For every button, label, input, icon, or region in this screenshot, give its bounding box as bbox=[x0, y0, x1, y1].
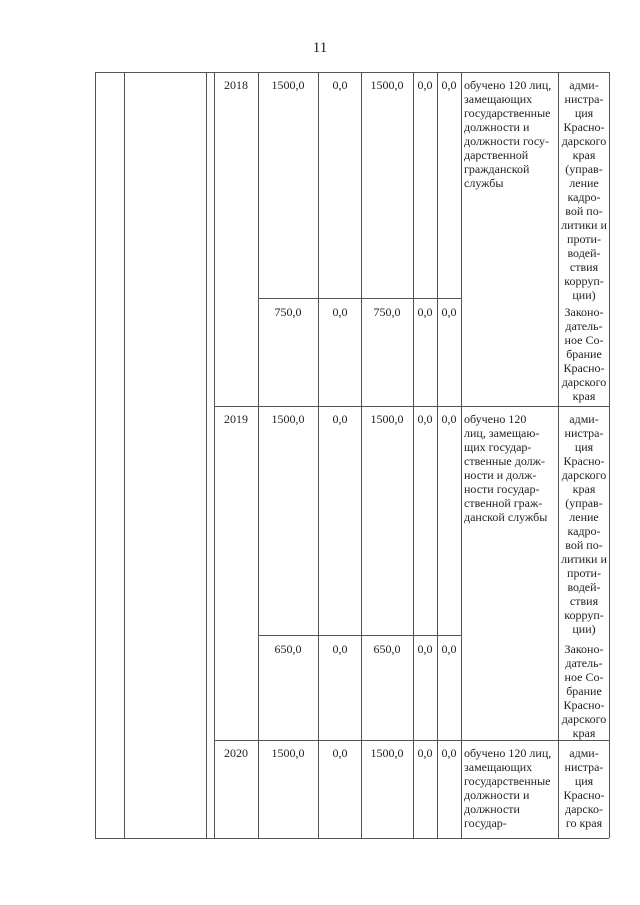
main-c2: 1500,0 bbox=[370, 412, 404, 426]
main-c3: 0,0 bbox=[417, 412, 433, 426]
sub-executor-line: дарского bbox=[561, 375, 607, 389]
main-c3: 0,0 bbox=[417, 746, 433, 760]
sub-executor-line: ное Со- bbox=[564, 670, 604, 684]
executor-line: дарского bbox=[561, 134, 607, 148]
result-line: государ- bbox=[464, 816, 507, 830]
main-c1: 0,0 bbox=[332, 746, 348, 760]
result-line: ности и долж- bbox=[464, 468, 537, 482]
executor-line: ствия bbox=[569, 594, 599, 608]
result-line: обучено 120 bbox=[464, 412, 527, 426]
executor-line: литики и bbox=[561, 218, 607, 232]
result-line: государственные bbox=[464, 106, 551, 120]
executor-line: ление bbox=[569, 176, 599, 190]
executor-line: (управ- bbox=[565, 496, 603, 510]
result-line: обучено 120 лиц, bbox=[464, 78, 552, 92]
result-line: службы bbox=[464, 176, 504, 190]
result-line: замещающих bbox=[464, 760, 533, 774]
executor-line: дарского bbox=[561, 468, 607, 482]
col-line-c1 bbox=[361, 72, 362, 838]
main-c3: 0,0 bbox=[417, 78, 433, 92]
executor-line: нистра- bbox=[564, 426, 604, 440]
executor-line: края bbox=[572, 482, 596, 496]
sub-executor-line: края bbox=[572, 389, 596, 403]
page-number: 11 bbox=[312, 40, 328, 56]
row-2019-bottom bbox=[214, 740, 609, 741]
sub-executor-line: Красно- bbox=[563, 698, 605, 712]
executor-line: кадро- bbox=[567, 524, 601, 538]
sub-c2: 750,0 bbox=[373, 305, 401, 319]
result-line: данской службы bbox=[464, 510, 548, 524]
executor-line: корруп- bbox=[564, 608, 604, 622]
executor-line: кадро- bbox=[567, 190, 601, 204]
result-line: государственные bbox=[464, 774, 551, 788]
result-line: лиц, замещаю- bbox=[464, 426, 540, 440]
row-year: 2019 bbox=[224, 412, 248, 426]
main-c2: 1500,0 bbox=[370, 78, 404, 92]
sub-executor-line: ное Со- bbox=[564, 333, 604, 347]
col-line-year bbox=[258, 72, 259, 838]
executor-line: ствия bbox=[569, 260, 599, 274]
sub-total: 650,0 bbox=[274, 642, 302, 656]
executor-line: ция bbox=[574, 440, 594, 454]
executor-line: нистра- bbox=[564, 92, 604, 106]
executor-line: ция bbox=[574, 774, 594, 788]
row-year: 2018 bbox=[224, 78, 248, 92]
sub-c4: 0,0 bbox=[441, 642, 457, 656]
sub-executor-line: датель- bbox=[565, 656, 603, 670]
executor-line: вой по- bbox=[565, 204, 603, 218]
sub-executor-line: брание bbox=[566, 347, 602, 361]
col-line-left bbox=[95, 72, 96, 838]
col-line-2 bbox=[206, 72, 207, 838]
executor-line: ция bbox=[574, 106, 594, 120]
executor-line: го края bbox=[565, 816, 603, 830]
executor-line: (управ- bbox=[565, 162, 603, 176]
executor-line: ление bbox=[569, 510, 599, 524]
sub-executor-line: Красно- bbox=[563, 361, 605, 375]
sub-executor-line: брание bbox=[566, 684, 602, 698]
executor-line: проти- bbox=[567, 232, 601, 246]
executor-line: адми- bbox=[569, 746, 599, 760]
sub-c3: 0,0 bbox=[417, 642, 433, 656]
sub-executor-line: датель- bbox=[565, 319, 603, 333]
executor-line: водей- bbox=[567, 580, 601, 594]
executor-line: края bbox=[572, 148, 596, 162]
main-c1: 0,0 bbox=[332, 78, 348, 92]
result-line: ственные долж- bbox=[464, 454, 545, 468]
result-line: замещающих bbox=[464, 92, 533, 106]
executor-line: дарско- bbox=[565, 802, 603, 816]
result-line: должности и bbox=[464, 788, 530, 802]
executor-line: Красно- bbox=[563, 454, 605, 468]
executor-line: нистра- bbox=[564, 760, 604, 774]
executor-line: литики и bbox=[561, 552, 607, 566]
main-c4: 0,0 bbox=[441, 412, 457, 426]
result-line: должности госу- bbox=[464, 134, 550, 148]
col-line-right bbox=[609, 72, 610, 838]
row-year: 2020 bbox=[224, 746, 248, 760]
main-total: 1500,0 bbox=[271, 746, 305, 760]
result-line: дарственной bbox=[464, 148, 529, 162]
table-bottom-border bbox=[95, 838, 609, 839]
result-line: должности и bbox=[464, 120, 530, 134]
sub-c4: 0,0 bbox=[441, 305, 457, 319]
sub-total: 750,0 bbox=[274, 305, 302, 319]
col-line-c3 bbox=[437, 72, 438, 838]
result-line: гражданской bbox=[464, 162, 530, 176]
row-2018-bottom bbox=[214, 406, 609, 407]
col-line-total bbox=[318, 72, 319, 838]
sub-executor-line: дарского bbox=[561, 712, 607, 726]
sub-c3: 0,0 bbox=[417, 305, 433, 319]
result-line: ности государ- bbox=[464, 482, 540, 496]
main-total: 1500,0 bbox=[271, 78, 305, 92]
executor-line: ции) bbox=[572, 288, 596, 302]
executor-line: адми- bbox=[569, 78, 599, 92]
executor-line: ции) bbox=[572, 622, 596, 636]
col-line-c2 bbox=[413, 72, 414, 838]
executor-line: корруп- bbox=[564, 274, 604, 288]
main-c4: 0,0 bbox=[441, 746, 457, 760]
sub-executor-line: Законо- bbox=[564, 642, 604, 656]
executor-line: вой по- bbox=[565, 538, 603, 552]
executor-line: водей- bbox=[567, 246, 601, 260]
col-line-1 bbox=[124, 72, 125, 838]
sub-executor-line: Законо- bbox=[564, 305, 604, 319]
col-line-result bbox=[558, 72, 559, 838]
result-line: должности bbox=[464, 802, 520, 816]
executor-line: адми- bbox=[569, 412, 599, 426]
executor-line: Красно- bbox=[563, 120, 605, 134]
sub-c1: 0,0 bbox=[332, 642, 348, 656]
col-line-3 bbox=[214, 72, 215, 838]
sub-executor-line: края bbox=[572, 726, 596, 740]
result-line: обучено 120 лиц, bbox=[464, 746, 552, 760]
col-line-c4 bbox=[461, 72, 462, 838]
sub-c1: 0,0 bbox=[332, 305, 348, 319]
result-line: ственной граж- bbox=[464, 496, 543, 510]
sub-c2: 650,0 bbox=[373, 642, 401, 656]
main-c1: 0,0 bbox=[332, 412, 348, 426]
table-top-border bbox=[95, 72, 609, 73]
main-c2: 1500,0 bbox=[370, 746, 404, 760]
row-2018-main-bottom bbox=[258, 298, 461, 299]
main-total: 1500,0 bbox=[271, 412, 305, 426]
executor-line: Красно- bbox=[563, 788, 605, 802]
main-c4: 0,0 bbox=[441, 78, 457, 92]
row-2019-main-bottom bbox=[258, 635, 461, 636]
executor-line: проти- bbox=[567, 566, 601, 580]
result-line: щих государ- bbox=[464, 440, 532, 454]
